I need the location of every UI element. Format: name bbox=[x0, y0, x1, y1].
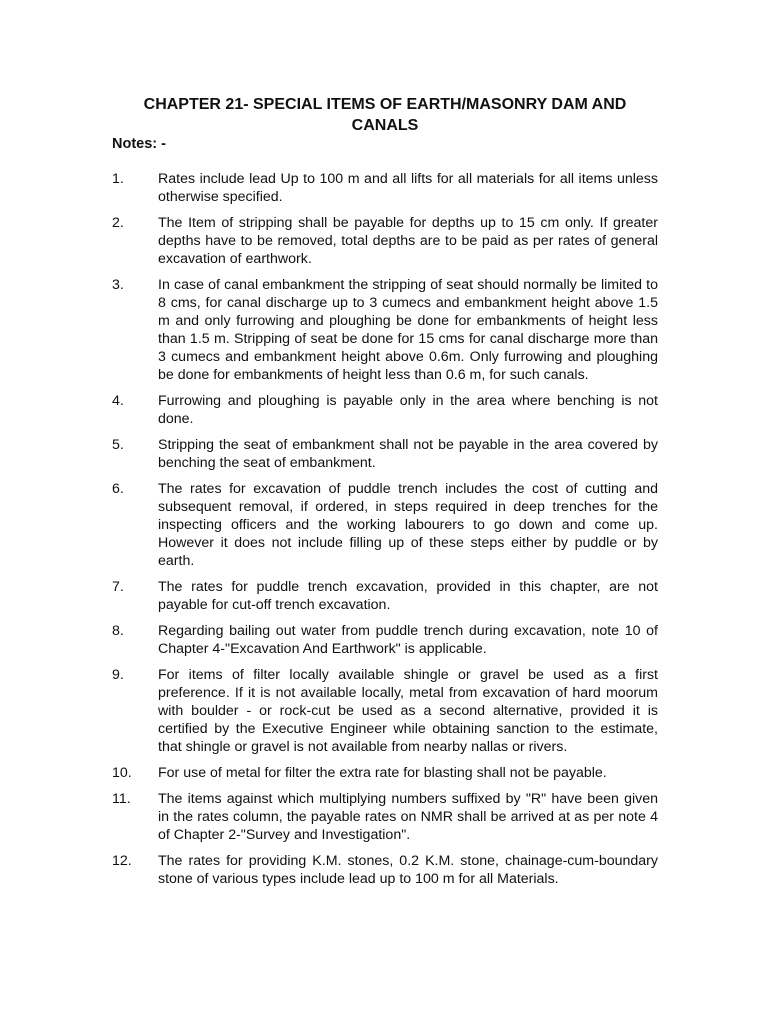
note-number: 3. bbox=[112, 277, 124, 293]
note-item bbox=[112, 436, 658, 472]
note-text: The rates for providing K.M. stones, 0.2 K.M. stone, chainage-cum-boundary stone of various types include lead up to 100 m for all Materials. bbox=[158, 853, 658, 887]
note-number: 4. bbox=[112, 393, 124, 409]
note-number: 2. bbox=[112, 215, 124, 231]
note-text: The items against which multiplying numbers suffixed by "R" have been given in the rates column, the payable rates on NMR shall be arrived at as per note 4 of Chapter 2-"Survey and Investigation". bbox=[158, 791, 658, 843]
note-text: Stripping the seat of embankment shall not be payable in the area covered by benching the seat of embankment. bbox=[158, 437, 658, 471]
note-number: 1. bbox=[112, 171, 124, 187]
note-item bbox=[112, 578, 658, 614]
notes-list bbox=[112, 170, 658, 896]
notes-label: Notes: - bbox=[112, 136, 166, 152]
note-item bbox=[112, 170, 658, 206]
note-number: 11. bbox=[112, 791, 131, 807]
page-title: CHAPTER 21- SPECIAL ITEMS OF EARTH/MASONRY DAM AND CANALS bbox=[143, 96, 627, 134]
note-number: 10. bbox=[112, 765, 132, 781]
note-item bbox=[112, 480, 658, 570]
note-text: The rates for puddle trench excavation, provided in this chapter, are not payable for cut-off trench excavation. bbox=[158, 579, 658, 613]
note-number: 8. bbox=[112, 623, 124, 639]
note-number: 12. bbox=[112, 853, 132, 869]
note-text: Rates include lead Up to 100 m and all lifts for all materials for all items unless otherwise specified. bbox=[158, 171, 658, 205]
note-text: The Item of stripping shall be payable for depths up to 15 cm only. If greater depths have to be removed, total depths are to be paid as per rates of general excavation of earthwork. bbox=[158, 215, 658, 267]
note-text: For items of filter locally available shingle or gravel be used as a first preference. If it is not available locally, metal from excavation of hard moorum with boulder - or rock-cut be used as a second alternative, provided it is certified by the Executive Engineer while obtaining sanction to the estimate, that shingle or gravel is not available from nearby nallas or rivers. bbox=[158, 667, 658, 755]
note-item bbox=[112, 666, 658, 756]
note-text: Regarding bailing out water from puddle trench during excavation, note 10 of Chapter 4-"Excavation And Earthwork" is applicable. bbox=[158, 623, 658, 657]
note-text: For use of metal for filter the extra rate for blasting shall not be payable. bbox=[158, 765, 607, 781]
note-number: 7. bbox=[112, 579, 124, 595]
note-text: Furrowing and ploughing is payable only in the area where benching is not done. bbox=[158, 393, 658, 427]
note-item bbox=[112, 764, 658, 782]
note-text: In case of canal embankment the stripping of seat should normally be limited to 8 cms, for canal discharge up to 3 cumecs and embankment height above 1.5 m and only furrowing and ploughing be done for embankments of height less than 1.5 m. Stripping of seat be done for 15 cms for canal discharge more than 3 cumecs and embankment height above 0.6m. Only furrowing and ploughing be done for embankments of height less than 0.6 m, for such canals. bbox=[158, 277, 658, 383]
note-item bbox=[112, 276, 658, 384]
note-item bbox=[112, 852, 658, 888]
note-number: 6. bbox=[112, 481, 124, 497]
note-text: The rates for excavation of puddle trench includes the cost of cutting and subsequent removal, if ordered, in steps required in deep trenches for the inspecting officers and the working labourers to go down and come up. However it does not include filling up of these steps either by puddle or by earth. bbox=[158, 481, 658, 569]
note-item bbox=[112, 214, 658, 268]
note-number: 5. bbox=[112, 437, 124, 453]
note-item bbox=[112, 790, 658, 844]
note-item bbox=[112, 392, 658, 428]
note-item bbox=[112, 622, 658, 658]
note-number: 9. bbox=[112, 667, 124, 683]
